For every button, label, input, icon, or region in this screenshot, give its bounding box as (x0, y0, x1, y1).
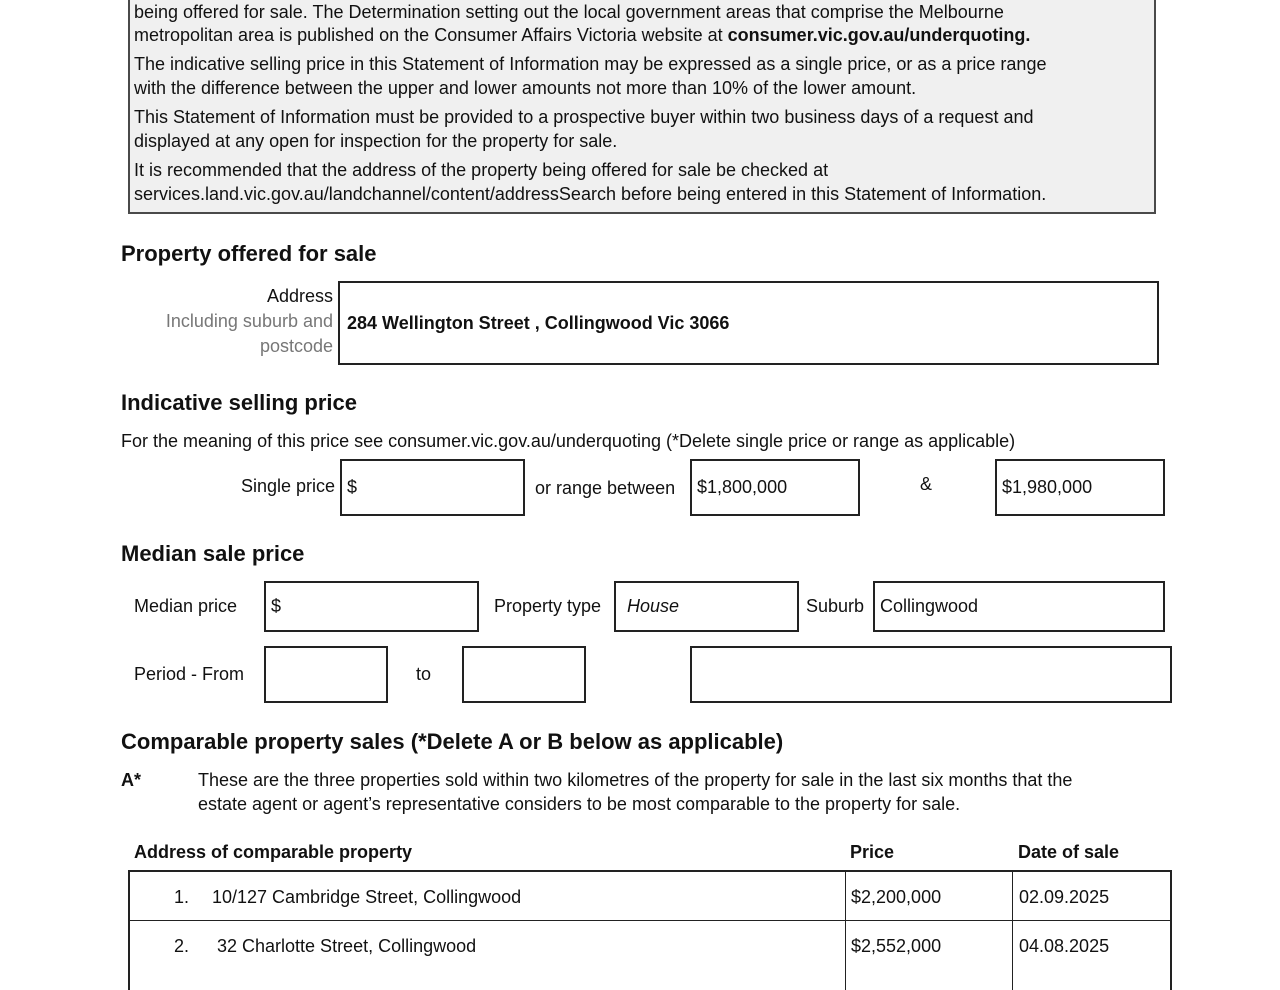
info-text: The indicative selling price in this Statement of Information may be expressed as a single price, or as a price range (134, 54, 1047, 74)
comparable-sales-heading: Comparable property sales (*Delete A or B below as applicable) (121, 729, 784, 754)
period-to-label: to (416, 664, 432, 684)
range-low-field[interactable]: $1,800,000 (690, 459, 860, 516)
property-offered-heading: Property offered for sale (121, 241, 377, 266)
median-source-field[interactable] (690, 646, 1172, 703)
info-line (134, 76, 916, 100)
property-type-label: Property type (494, 596, 602, 616)
info-line (134, 23, 1030, 47)
info-text: displayed at any open for inspection for the property for sale. (134, 131, 618, 151)
info-line (134, 105, 1033, 129)
column-header-price: Price (850, 842, 895, 862)
info-text: services.land.vic.gov.au/landchannel/content/addressSearch before being entered in this Statement of Information. (134, 184, 1047, 204)
info-text: metropolitan area is published on the Consumer Affairs Victoria website at (134, 25, 728, 45)
info-text: being offered for sale. The Determination setting out the local government areas that comprise the Melbourne (134, 2, 1004, 22)
range-high-field[interactable]: $1,980,000 (995, 459, 1165, 516)
period-to-field[interactable] (462, 646, 586, 703)
column-header-address: Address of comparable property (134, 842, 413, 862)
comparable-sales-table (128, 870, 1172, 990)
suburb-field[interactable]: Collingwood (873, 581, 1165, 632)
range-label: or range between (535, 478, 676, 498)
address-label: Address (266, 286, 333, 306)
info-text: with the difference between the upper and lower amounts not more than 10% of the lower amount. (134, 78, 917, 98)
indicative-price-note: For the meaning of this price see consumer.vic.gov.au/underquoting (*Delete single price or range as applicable) (121, 431, 1016, 451)
option-a-description-line1: These are the three properties sold within two kilometres of the property for sale in the last six months that the (198, 770, 1073, 790)
row-number: 1. (174, 886, 190, 907)
single-price-label: Single price (240, 476, 335, 496)
info-text: This Statement of Information must be provided to a prospective buyer within two business days of a request and (134, 107, 1034, 127)
info-line (134, 182, 1046, 206)
property-type-field[interactable]: House (614, 581, 799, 632)
address-hint-postcode: postcode (259, 336, 333, 356)
suburb-label: Suburb (806, 596, 865, 616)
comparable-price[interactable]: $2,200,000 (851, 886, 942, 907)
info-line (134, 129, 617, 153)
option-a-marker: A* (121, 770, 142, 790)
address-field[interactable]: 284 Wellington Street , Collingwood Vic 3066 (338, 281, 1159, 365)
single-price-field[interactable]: $ (340, 459, 525, 516)
info-text: It is recommended that the address of the property being offered for sale be checked at (134, 160, 829, 180)
period-from-label: Period - From (134, 664, 245, 684)
column-header-date: Date of sale (1018, 842, 1120, 862)
median-price-heading: Median sale price (121, 541, 305, 566)
comparable-date[interactable]: 02.09.2025 (1019, 886, 1110, 907)
range-ampersand: & (920, 474, 933, 494)
period-from-field[interactable] (264, 646, 388, 703)
row-number: 2. (174, 935, 190, 956)
option-a-description-line2: estate agent or agent’s representative considers to be most comparable to the property for sale. (198, 794, 961, 814)
info-line (134, 0, 1004, 24)
info-line (134, 52, 1046, 76)
table-row (130, 921, 1170, 971)
table-row (130, 872, 1170, 922)
info-line (134, 158, 828, 182)
comparable-date[interactable]: 04.08.2025 (1019, 935, 1110, 956)
median-price-label: Median price (134, 596, 238, 616)
comparable-address[interactable]: 32 Charlotte Street, Collingwood (217, 935, 477, 956)
median-price-field[interactable]: $ (264, 581, 479, 632)
comparable-address[interactable]: 10/127 Cambridge Street, Collingwood (212, 886, 522, 907)
comparable-price[interactable]: $2,552,000 (851, 935, 942, 956)
address-hint-suburb: Including suburb and (165, 311, 333, 331)
underquoting-link-text: consumer.vic.gov.au/underquoting. (727, 25, 1031, 45)
indicative-price-heading: Indicative selling price (121, 390, 357, 415)
